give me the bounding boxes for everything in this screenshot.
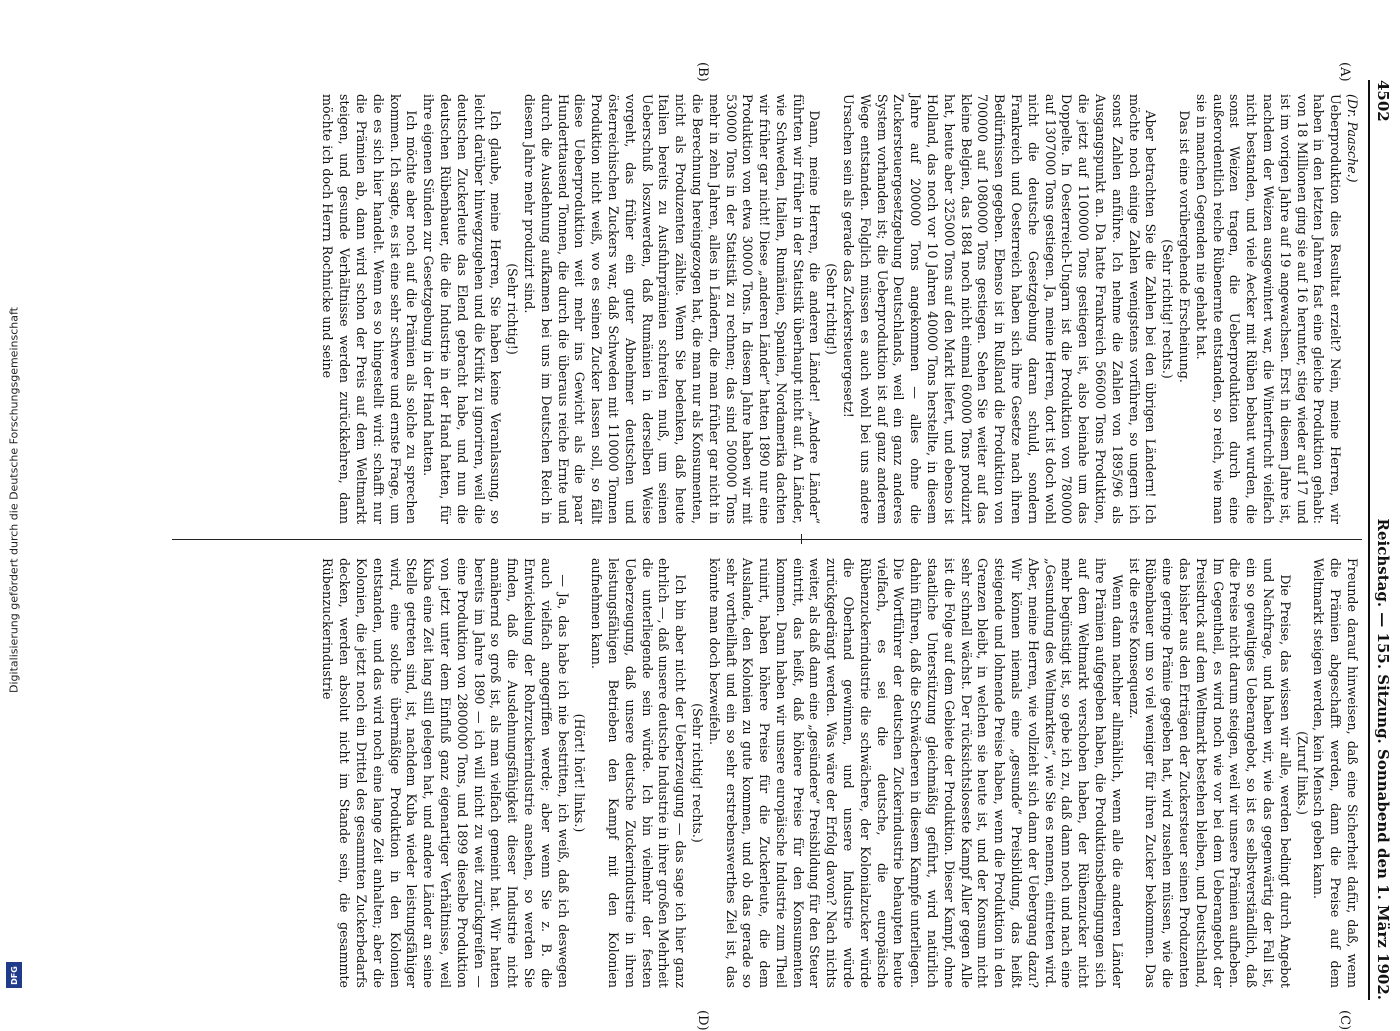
paragraph: Die Preise, das wissen wir alle, werden bedingt durch Angebot und Nachfrage, und haben wir, wie das gegenwärtig der Fall ist, ein so gewaltiges Ueberangebot, so ist es selbstverständlich, daß die Preise nicht darum steigen, weil wir unsere Prämien aufheben. Im Gegentheil, es wird noch wie vor bei dem Ueberangebot der Preisdruck auf dem Weltmarkt bestehen bleiben, und Deutschland, das bisher aus den Erträgen der Zuckersteuer seinen Produzenten eine geringe Prämie gegeben hat, wird zusehen müssen, wie die Rübenbauer um so viel weniger für ihren Zucker bekommen. Das ist die erste Konsequenz. <box>1126 558 1293 988</box>
margin-marker-b: (B) <box>695 62 710 82</box>
column-divider <box>172 539 1362 540</box>
paragraph: Dann, meine Herren, die anderen Länder! „Andere Länder“ führten wir früher in der Statistik überhaupt nicht auf. An Länder, wie Schweden, Italien, Rumänien, Spanien, Nordamerika dachten wir früher gar nicht! Diese „anderen Länder“ hatten 1890 nur eine Produktion von etwa 30000 Tons. In diesem Jahre haben wir mit 530000 Tons in der Statistik zu rechnen; das sind 500000 Tons mehr in zehn Jahren, alles in Ländern, die man früher gar nicht in die Berechnung hereingezogen hat, die man nur als Konsumenten, nicht als Produzenten zählte. Wenn Sie bedenken, daß heute Italien bereits zu Ausfuhrprämien schreiten muß, um seinen Ueberschuß loszuwerden, daß Rumänien in derselben Weise vorgeht, das früher ein guter Abnehmer deutschen und österreichischen Zuckers war, daß Schweden mit 110000 Tonnen Produktion nicht weiß, wo es seinen Zucker lassen soll, so fällt diese Ueberproduktion weit mehr ins Gewicht als die paar Hunderttausend Tonnen, die durch die überaus reiche Ernte und durch die Ausdehnung aufkamen bei uns im Deutschen Reich in diesem Jahre mehr produzirt sind. <box>521 94 823 524</box>
paragraph: Ich möchte aber noch auf die Prämien als solche zu sprechen kommen. Ich sagte, es ist eine sehr schwere und ernste Frage, um die es sich hier handelt. Wenn es so hingestellt wird: schafft nur die Prämien ab, dann wird schon der Preis auf dem Weltmarkt steigen, und gesunde Verhältnisse werden zurückkehren, dann möchte ich doch Herrn Rochnicke und seine <box>320 94 420 524</box>
running-title: Reichstag. — 155. Sitzung. Sonnabend den 1. März 1902. <box>1374 518 1392 1000</box>
credit-text: Digitalisierung gefördert durch die Deutsche Forschungsgemeinschaft <box>7 307 21 693</box>
left-column <box>170 94 1360 524</box>
digitization-credit <box>2 0 26 1000</box>
paragraph: Wenn dann nachher allmählich, wenn alle die anderen Länder ihre Prämien aufgegeben haben, die Produktionsbedingungen sich auf dem Weltmarkt verschoben haben, der Rübenzucker nicht mehr begünstigt ist, so gebe ich zu, daß dann noch und nach eine „Gesundung des Weltmarktes“, wie Sie es nennen, eintreten wird. Aber, meine Herren, wie vollzieht sich dann der Uebergang dazu? Wir können niemals eine „gesunde“ Preisbildung, das heißt steigende und lohnende Preise haben, wenn die Produktion in den Grenzen bleibt, in welchen sie heute ist, und der Konsum nicht sehr schnell wächst. Der rücksichtsloseste Kampf Aller gegen Alle ist die Folge auf dem Gebiete der Produktion. Dieser Kampf, ohne staatliche Unterstützung gleichmäßig geführt, wird natürlich dahin führen, daß die Schwächeren in diesem Kampfe unterliegen. Die Wortführer der deutschen Zuckerindustrie behaupten heute vielfach, es sei die deutsche, die europäische Rübenzuckerindustrie die schwächere, der Kolonialzucker würde die Oberhand gewinnen, und unsere Industrie würde zurückgedrängt werden. Was wäre der Erfolg davon? Nach nichts weiter, als daß dann eine „gesündere“ Preisbildung für den Steuer eintritt, das heißt, daß höhere Preise für den Konsumenten kommen. Dann haben wir unsere europäische Industrie zum Theil ruinirt, haben höhere Preise für die Zuckerleute, die dem Auslande, den Kolonien zu gute kommen, und ob das gerade so sehr vortheilhaft und ein so sehr erstrebenswerthes Ziel ist, das könnte man doch bezweifeln. <box>706 558 1125 988</box>
column-divider-tick <box>801 534 802 544</box>
page-header <box>1374 80 1400 1000</box>
dfg-logo-text: DFG <box>9 965 19 985</box>
margin-marker-d: (D) <box>695 1010 710 1031</box>
margin-marker-c: (C) <box>1337 1010 1352 1031</box>
paragraph: Aber betrachten Sie die Zahlen bei den übrigen Ländern! Ich möchte noch einige Zahlen wenigstens vorführen, so ungern ich sonst Zahlen anführe. Ich nehme die Zahlen von 1895/96 als Ausgangspunkt an. Da hatte Frankreich 566000 Tons Produktion, die jetzt auf 1100000 Tons gestiegen ist, also beinahe um das Doppelte. In Oesterreich-Ungarn ist die Produktion von 780000 auf 1307000 Tons gestiegen. Ja, meine Herren, dort ist doch wohl nicht die deutsche Gesetzgebung daran schuld, sondern Frankreich und Oesterreich haben sich ihre Gesetze nach ihren Bedürfnissen gegeben. Ebenso ist in Rußland die Produktion von 700000 auf 1080000 Tons gestiegen. Sehen Sie weiter auf das kleine Belgien, das 1884 noch nicht einmal 60000 Tons produzirt hat, heute aber 325000 Tons auf den Markt liefert, und ebenso ist Holland, das noch vor 10 Jahren 40000 Tons herstellte, in diesem Jahre auf 200000 Tons angekommen — alles ohne die Zuckersteuergesetzgebung Deutschlands, weil ein ganz anderes System vorhanden ist; die Ueberproduktion ist auf ganz anderem Wege entstanden. Folglich müssen es auch wohl bei uns andere Ursachen sein als gerade das Zuckersteuergesetz! <box>841 94 1159 524</box>
right-column <box>170 558 1360 988</box>
paragraph: Ich bin aber nicht der Ueberzeugung — das sage ich hier ganz ehrlich —, daß unsere deutsche Industrie in ihrer großen Mehrheit die unterliegende sein würde. Ich bin vielmehr der festen Ueberzeugung, daß unsere deutsche Zuckerindustrie in ihren leistungsfähigen Betrieben den Kampf mit den Kolonien aufnehmen kann. <box>589 558 689 988</box>
dfg-logo <box>6 962 22 988</box>
page-number: 4502 <box>1374 80 1392 122</box>
paragraph: — Ja, das habe ich nie bestritten, ich weiß, daß ich deswegen auch vielfach angegriffen werde; aber wenn Sie z. B. die Entwickelung der Rohrzuckerindustrie ansehen, so werden Sie finden, daß die Ausdehnungsfähigkeit dieser Industrie nicht annähernd so groß ist, als man vielfach gemeint hat. Wir hatten bereits im Jahre 1890 — ich will nicht zu weit zurückgreifen — eine Produktion von 2800000 Tons, und 1899 dieselbe Produktion von jetzt unter dem Einfluß ganz eigenartiger Verhältnisse, weil Kuba eine Zeit lang still gelegen hat, und andere Länder an seine Stelle getreten sind, ist, nachdem Kuba wieder leistungsfähiger wird, eine solche übermäßige Produktion in den Kolonien entstanden, und das wird noch eine lange Zeit anhalten; aber die Kolonien, die jetzt noch ein Drittel des gesammten Zuckerbedarfs decken, werden absolut nicht im Stande sein, die gesammte Rübenzuckerindustrie <box>320 558 571 988</box>
speaker-label: (Dr. Paasche.) <box>1345 94 1360 183</box>
interjection: (Sehr richtig!) <box>505 263 521 355</box>
interjection: (Hört! hört! links.) <box>572 713 588 833</box>
interjection: (Zuruf links.) <box>1294 731 1310 815</box>
header-rule <box>1368 80 1370 1000</box>
interjection: (Sehr richtig!) <box>824 263 840 355</box>
paragraph: Ueberproduktion dies Resultat erzielt? Nein, meine Herren, wir haben in den letzten Jahren fast eine gleiche Produktion gehabt: von 18 Millionen ging sie auf 16 herunter, stieg wieder auf 17 und ist im vorigen Jahre auf 19 angewachsen. Erst in diesem Jahre ist, nachdem der Weizen ausgewintert war, die Winterfrucht vielfach nicht bestanden, und viele Aecker mit Rüben bebaut wurden, die sonst Weizen tragen, die Ueberproduktion durch eine außerordentlich reiche Rübenernte entstanden, so reich, wie man sie in manchen Gegenden nie gehabt hat. <box>1193 94 1344 524</box>
margin-marker-a: (A) <box>1337 62 1352 82</box>
paragraph: Ich glaube, meine Herren, Sie haben keine Veranlassung, so leicht darüber hinwegzugehen und die Kritik zu ignoriren, weil die deutschen Zuckerleute das Elend gebracht habe, und nun die deutschen Rübenbauer, die die Industrie in der Hand hatten, für ihre eigenen Sünden zur Gesetzgebung in der Hand hatten. <box>421 94 504 524</box>
paragraph: Freunde darauf hinweisen, daß eine Sicherheit dafür, daß, wenn die Prämien abgeschafft werden, dann die Preise auf dem Weltmarkt steigen werden, kein Mensch geben kann. <box>1311 558 1360 988</box>
rotated-page <box>160 62 1400 1031</box>
paragraph: Das ist eine vorübergehende Erscheinung. <box>1177 110 1193 383</box>
interjection: (Sehr richtig! rechts.) <box>1160 239 1176 379</box>
interjection: (Sehr richtig! rechts.) <box>689 703 705 843</box>
